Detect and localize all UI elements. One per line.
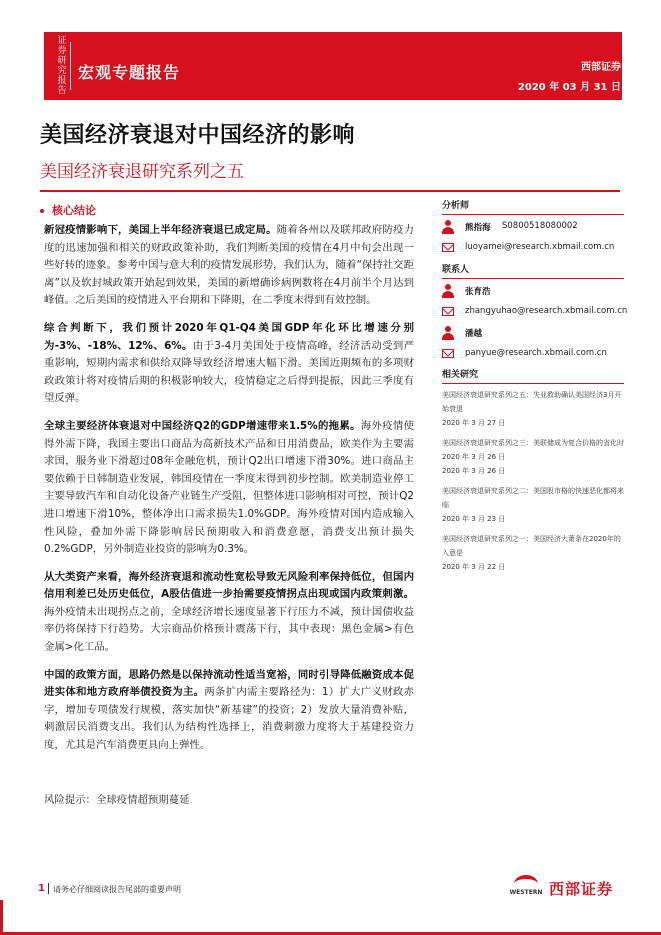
related-report-title[interactable]: 美国经济衰退研究系列之二：美国股市格的快速恶化都将来临 <box>442 487 624 509</box>
related-report-date: 2020 年 3 月 26 日 <box>442 467 506 475</box>
paragraph <box>44 569 414 657</box>
footer-disclaimer: 请务必仔细阅读报告尾部的重要声明 <box>53 885 181 894</box>
section-heading <box>40 202 96 218</box>
title-divider <box>40 190 620 192</box>
side-label-char: 券 <box>57 46 67 56</box>
logo-en-text: WESTERN <box>509 889 543 896</box>
paragraph-lead: 从大类资产来看，海外经济衰退和流动性宽松导致无风险利率保持低位，但国内信用利差已处历史低位，A股估值进一步抬需要疫情拐点出现或国内政策刺激。 <box>44 570 414 601</box>
banner-divider <box>70 42 71 90</box>
sidebar-divider <box>442 214 624 215</box>
risk-note: 风险提示：全球疫情超预期蔓延 <box>44 794 190 806</box>
side-label-char: 证 <box>57 36 67 46</box>
contact-email-entry <box>442 304 628 322</box>
paragraph <box>44 418 414 559</box>
paragraph-lead: 综合判断下，我们预计2020年Q1-Q4美国GDP年化环比增速分别为-3%、-18%、12%、6%。 <box>44 321 414 352</box>
side-label-char: 研 <box>57 56 67 66</box>
bullet-icon <box>40 209 44 213</box>
sidebar <box>442 198 628 580</box>
contact-name: 潘越 <box>465 329 483 339</box>
report-date: 2020 年 03 月 31 日 <box>517 82 621 93</box>
contact-email-entry <box>442 346 624 364</box>
person-icon <box>442 326 454 340</box>
related-report-date: 2020 年 3 月 23 日 <box>442 515 506 523</box>
paragraph-lead: 新冠疫情影响下，美国上半年经济衰退已成定局。 <box>44 224 277 236</box>
related-report-title[interactable]: 美国经济衰退研究系列之一：美国经济大萧条在2020年的入意是 <box>442 535 621 557</box>
mail-icon <box>442 307 454 316</box>
analyst-label: 分析师 <box>442 201 470 211</box>
person-icon <box>442 220 454 234</box>
side-label-char: 报 <box>57 76 67 86</box>
footer-accent-bar <box>0 900 3 935</box>
contact-label: 联系人 <box>442 265 470 275</box>
analyst-entry <box>442 219 624 237</box>
section-heading-label: 核心结论 <box>52 204 96 217</box>
contact-name: 张育浩 <box>465 287 491 297</box>
related-report-date: 2020 年 3 月 22 日 <box>442 563 506 571</box>
paragraph <box>44 667 414 755</box>
main-content <box>44 222 414 765</box>
related-report-date: 2020 年 3 月 27 日 <box>442 419 506 427</box>
paragraph <box>44 320 414 408</box>
side-label-char: 告 <box>57 86 67 96</box>
footer-logo-text: 西部证券 <box>549 880 614 898</box>
paragraph-text: 由于3-4月美国处于疫情高峰，经济活动受到严重影响，短期内需求和供给双降导致经济增速大幅下滑。美国近期频布的多项财政政策计将对疫情后期的积极影响较大，疫情稳定之后得到提振，因此三季度有望反弹。 <box>44 339 414 405</box>
related-label: 相关研究 <box>442 370 479 380</box>
related-report-title[interactable]: 美国经济衰退研究系列之三：美联储成为复合价格的省化时 2020 年 3 月 26 日 <box>442 439 624 461</box>
contact-email[interactable]: zhangyuhao@research.xbmail.com.cn <box>465 306 628 316</box>
footer-separator <box>48 883 49 894</box>
contact-email[interactable]: panyue@research.xbmail.com.cn <box>465 348 607 358</box>
contact-entry <box>442 283 624 301</box>
analyst-cert: S0800518080002 <box>502 221 578 231</box>
brand-name: 西部证券 <box>581 62 621 73</box>
page-title: 美国经济衰退对中国经济的影响 <box>40 123 356 148</box>
related-report-title[interactable]: 美国经济衰退研究系列之五：失业救助确认美国经济3月开始衰退 <box>442 391 622 413</box>
side-label-char: 究 <box>57 66 67 76</box>
paragraph-text: 海外疫情使得外需下降，我国主要出口商品为高新技术产品和日用消费品，欧美作为主要需求国，服务业下滑超过08年金融危机，预计Q2出口增速下滑30%。进口商品主要依赖于日韩制造业发展，韩国疫情在一季度末得到初步控制。欧美制造业停工主要导致汽车和自动化设备产业链生产受阻，但整体进口影响相对可控，预计Q2进口增速下滑10%，整体净出口需求损失1.0%GDP。海外疫情对国内造成输入性风险，叠加外需下降影响居民预期收入和消费意愿，消费支出预计损失0.2%GDP，另外制造业投资的影响为0.3%。 <box>44 419 415 556</box>
mail-icon <box>442 349 454 358</box>
paragraph-text: 海外疫情未出现拐点之前，全球经济增长速度显著下行压力不减，预计国债收益率仍将保持下行趋势。大宗商品价格预计震荡下行，其中表现：黑色金属>有色金属>化工品。 <box>44 605 414 654</box>
report-type: 宏观专题报告 <box>78 63 181 82</box>
paragraph-lead: 全球主要经济体衰退对中国经济Q2的GDP增速带来1.5%的拖累。 <box>44 419 361 432</box>
mail-icon <box>442 243 454 252</box>
contact-entry <box>442 325 624 343</box>
analyst-name: 熊指海 <box>465 223 491 233</box>
page-subtitle: 美国经济衰退研究系列之五 <box>40 162 244 182</box>
page-number: 1 <box>38 883 45 894</box>
paragraph-text: 两条扩内需主要路径为：1）扩大广义财政赤字，增加专项债发行规模，落实加快“新基建”的投资；2）发放大量消费补贴，刺激居民消费支出。我们认为结构性选择上，消费刺激力度将大于基建投资力度，尤其是汽车消费更具向上弹性。 <box>44 686 415 752</box>
paragraph-text: 随着各州以及联邦政府防疫力度的迅速加强和相关的财政政策补助，我们判断美国的疫情在4月中旬会出现一些好转的迹象。参考中国与意大利的疫情发展形势，我们认为，随着“保持社交距离”以及软封城政策开始起到效果，美国的新增确诊病例数将在4月前半个月达到峰值。之后美国的疫情进入平台期和下降期，在二季度末得到有效控制。 <box>44 224 414 307</box>
paragraph <box>44 222 414 310</box>
paragraph-lead: 中国的政策方面，思路仍然是以保持流动性适当宽裕，同时引导降低融资成本促进实体和地方政府举债投资为主。 <box>44 668 414 699</box>
analyst-email-entry <box>442 240 624 258</box>
person-icon <box>442 284 454 298</box>
sidebar-divider <box>442 278 624 279</box>
sidebar-divider <box>442 383 624 384</box>
logo-icon <box>508 872 544 900</box>
analyst-email[interactable]: luoyamei@research.xbmail.com.cn <box>465 242 615 252</box>
